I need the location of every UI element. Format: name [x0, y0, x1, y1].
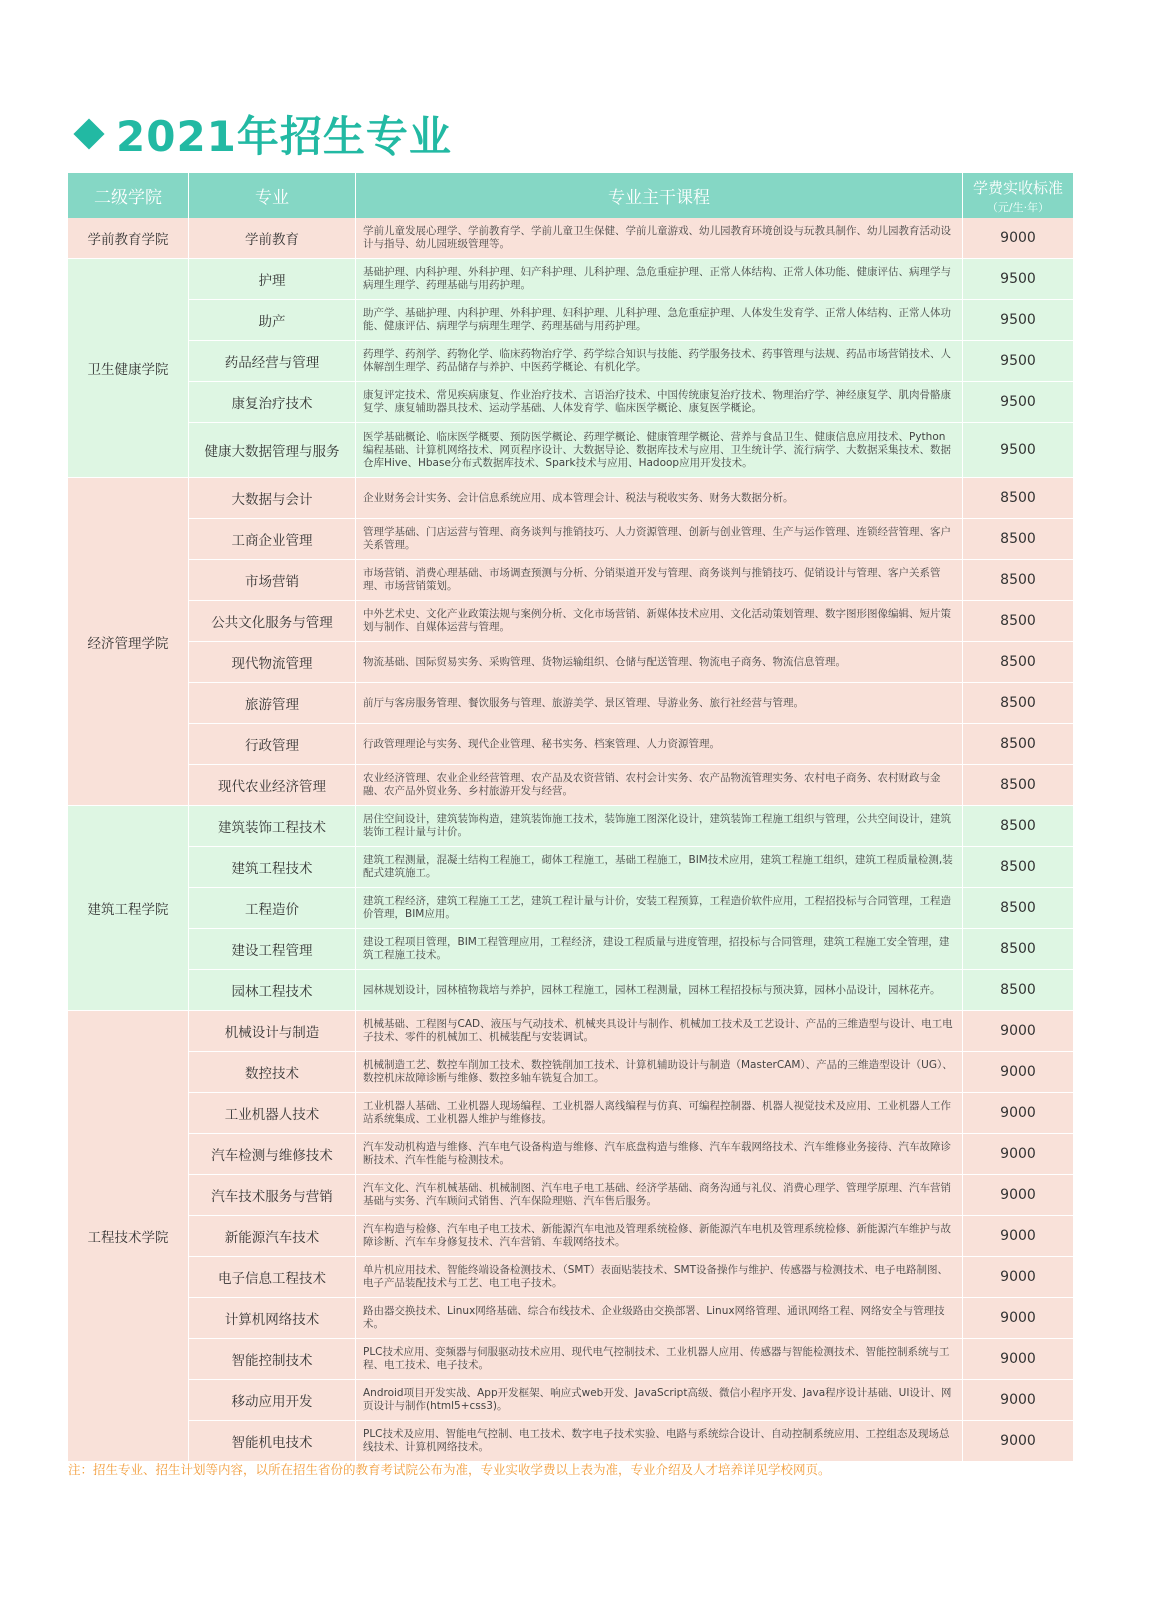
diamond-bullet-icon	[73, 118, 104, 149]
courses-cell: 机械制造工艺、数控车削加工技术、数控铣削加工技术、计算机辅助设计与制造（MasterCAM）、产品的三维造型设计（UG）、数控机床故障诊断与维修、数控多轴车铣复合加工。	[356, 1052, 963, 1093]
major-cell: 工商企业管理	[189, 519, 356, 560]
table-row	[68, 642, 1073, 683]
fee-cell: 9500	[963, 300, 1073, 341]
header-courses: 专业主干课程	[356, 173, 963, 218]
major-cell: 行政管理	[189, 724, 356, 765]
table-row	[68, 1175, 1073, 1216]
major-cell: 机械设计与制造	[189, 1011, 356, 1052]
fee-cell: 9500	[963, 382, 1073, 423]
courses-cell: 企业财务会计实务、会计信息系统应用、成本管理会计、税法与税收实务、财务大数据分析。	[356, 478, 963, 519]
fee-cell: 8500	[963, 478, 1073, 519]
major-cell: 现代农业经济管理	[189, 765, 356, 806]
courses-cell: 建筑工程经济，建筑工程施工工艺，建筑工程计量与计价，安装工程预算，工程造价软件应用，工程招投标与合同管理，工程造价管理，BIM应用。	[356, 888, 963, 929]
table-row	[68, 1052, 1073, 1093]
table-row	[68, 519, 1073, 560]
major-cell: 大数据与会计	[189, 478, 356, 519]
major-cell: 园林工程技术	[189, 970, 356, 1011]
fee-cell: 8500	[963, 601, 1073, 642]
major-cell: 建筑装饰工程技术	[189, 806, 356, 847]
courses-cell: 汽车构造与检修、汽车电子电工技术、新能源汽车电池及管理系统检修、新能源汽车电机及管理系统检修、新能源汽车维护与故障诊断、汽车车身修复技术、汽车营销、车载网络技术。	[356, 1216, 963, 1257]
table-row	[68, 888, 1073, 929]
college-cell: 卫生健康学院	[68, 259, 189, 478]
college-cell: 建筑工程学院	[68, 806, 189, 1011]
major-cell: 学前教育	[189, 218, 356, 259]
courses-cell: 农业经济管理、农业企业经营管理、农产品及农资营销、农村会计实务、农产品物流管理实务、农村电子商务、农村财政与金融、农产品外贸业务、乡村旅游开发与经营。	[356, 765, 963, 806]
table-row	[68, 1093, 1073, 1134]
fee-cell: 9000	[963, 1216, 1073, 1257]
fee-cell: 8500	[963, 683, 1073, 724]
header-fee-label: 学费实收标准	[972, 178, 1063, 197]
courses-cell: 汽车文化、汽车机械基础、机械制图、汽车电子电工基础、经济学基础、商务沟通与礼仪、消费心理学、管理学原理、汽车营销基础与实务、汽车顾问式销售、汽车保险理赔、汽车售后服务。	[356, 1175, 963, 1216]
table-row	[68, 1257, 1073, 1298]
fee-cell: 9000	[963, 218, 1073, 259]
fee-cell: 9000	[963, 1339, 1073, 1380]
footnote: 注：招生专业、招生计划等内容，以所在招生省份的教育考试院公布为准，专业实收学费以上表为准，专业介绍及人才培养详见学校网页。	[68, 1462, 831, 1477]
fee-cell: 8500	[963, 519, 1073, 560]
header-fee	[963, 173, 1073, 218]
major-cell: 汽车检测与维修技术	[189, 1134, 356, 1175]
major-cell: 建筑工程技术	[189, 847, 356, 888]
fee-cell: 8500	[963, 970, 1073, 1011]
courses-cell: 行政管理理论与实务、现代企业管理、秘书实务、档案管理、人力资源管理。	[356, 724, 963, 765]
courses-cell: PLC技术应用、变频器与伺服驱动技术应用、现代电气控制技术、工业机器人应用、传感器与智能检测技术、智能控制系统与工程、电工技术、电子技术。	[356, 1339, 963, 1380]
major-cell: 数控技术	[189, 1052, 356, 1093]
major-cell: 智能机电技术	[189, 1421, 356, 1462]
fee-cell: 8500	[963, 888, 1073, 929]
major-cell: 电子信息工程技术	[189, 1257, 356, 1298]
major-cell: 健康大数据管理与服务	[189, 423, 356, 478]
table-row	[68, 1134, 1073, 1175]
major-cell: 助产	[189, 300, 356, 341]
courses-cell: 中外艺术史、文化产业政策法规与案例分析、文化市场营销、新媒体技术应用、文化活动策划管理、数字图形图像编辑、短片策划与制作、自媒体运营与管理。	[356, 601, 963, 642]
courses-cell: 路由器交换技术、Linux网络基础、综合布线技术、企业级路由交换部署、Linux网络管理、通讯网络工程、网络安全与管理技术。	[356, 1298, 963, 1339]
fee-cell: 9000	[963, 1134, 1073, 1175]
fee-cell: 9000	[963, 1257, 1073, 1298]
major-cell: 工业机器人技术	[189, 1093, 356, 1134]
major-cell: 药品经营与管理	[189, 341, 356, 382]
major-cell: 建设工程管理	[189, 929, 356, 970]
college-cell: 工程技术学院	[68, 1011, 189, 1462]
table-row	[68, 423, 1073, 478]
table-row	[68, 970, 1073, 1011]
fee-cell: 8500	[963, 847, 1073, 888]
table-row	[68, 1421, 1073, 1462]
fee-cell: 9500	[963, 259, 1073, 300]
courses-cell: 建筑工程测量，混凝土结构工程施工，砌体工程施工，基础工程施工，BIM技术应用，建筑工程施工组织，建筑工程质量检测,装配式建筑施工。	[356, 847, 963, 888]
courses-cell: 单片机应用技术、智能终端设备检测技术、（SMT）表面贴装技术、SMT设备操作与维护、传感器与检测技术、电子电路制图、电子产品装配技术与工艺、电工电子技术。	[356, 1257, 963, 1298]
courses-cell: 工业机器人基础、工业机器人现场编程、工业机器人离线编程与仿真、可编程控制器、机器人视觉技术及应用、工业机器人工作站系统集成、工业机器人维护与维修技。	[356, 1093, 963, 1134]
page-title-text: 2021年招生专业	[116, 112, 452, 161]
fee-cell: 8500	[963, 560, 1073, 601]
table-row	[68, 1339, 1073, 1380]
table-row	[68, 1298, 1073, 1339]
table-row	[68, 1011, 1073, 1052]
courses-cell: 机械基础、工程图与CAD、液压与气动技术、机械夹具设计与制作、机械加工技术及工艺设计、产品的三维造型与设计、电工电子技术、零件的机械加工、机械装配与安装调试。	[356, 1011, 963, 1052]
table-row	[68, 1380, 1073, 1421]
fee-cell: 8500	[963, 929, 1073, 970]
fee-cell: 9500	[963, 423, 1073, 478]
table-row	[68, 683, 1073, 724]
college-cell: 学前教育学院	[68, 218, 189, 259]
courses-cell: 管理学基础、门店运营与管理、商务谈判与推销技巧、人力资源管理、创新与创业管理、生产与运作管理、连锁经营管理、客户关系管理。	[356, 519, 963, 560]
fee-cell: 9500	[963, 341, 1073, 382]
major-cell: 汽车技术服务与营销	[189, 1175, 356, 1216]
courses-cell: 居住空间设计，建筑装饰构造，建筑装饰施工技术，装饰施工图深化设计，建筑装饰工程施工组织与管理，公共空间设计，建筑装饰工程计量与计价。	[356, 806, 963, 847]
page-title	[72, 104, 452, 164]
table-body	[68, 218, 1073, 1462]
fee-cell: 8500	[963, 765, 1073, 806]
table-row	[68, 341, 1073, 382]
fee-cell: 9000	[963, 1093, 1073, 1134]
major-cell: 市场营销	[189, 560, 356, 601]
table-header-row	[68, 173, 1073, 218]
header-fee-unit: （元/生·年）	[986, 200, 1050, 214]
fee-cell: 9000	[963, 1052, 1073, 1093]
courses-cell: 学前儿童发展心理学、学前教育学、学前儿童卫生保健、学前儿童游戏、幼儿园教育环境创设与玩教具制作、幼儿园教育活动设计与指导、幼儿园班级管理等。	[356, 218, 963, 259]
table-row	[68, 1216, 1073, 1257]
fee-cell: 9000	[963, 1380, 1073, 1421]
major-cell: 护理	[189, 259, 356, 300]
courses-cell: PLC技术及应用、智能电气控制、电工技术、数字电子技术实验、电路与系统综合设计、自动控制系统应用、工控组态及现场总线技术、计算机网络技术。	[356, 1421, 963, 1462]
courses-cell: Android项目开发实战、App开发框架、响应式web开发、JavaScript高级、微信小程序开发、Java程序设计基础、UI设计、网页设计与制作(html5+css3)。	[356, 1380, 963, 1421]
major-cell: 移动应用开发	[189, 1380, 356, 1421]
courses-cell: 市场营销、消费心理基础、市场调查预测与分析、分销渠道开发与管理、商务谈判与推销技巧、促销设计与管理、客户关系管理、市场营销策划。	[356, 560, 963, 601]
courses-cell: 医学基础概论、临床医学概要、预防医学概论、药理学概论、健康管理学概论、营养与食品卫生、健康信息应用技术、Python编程基础、计算机网络技术、网页程序设计、大数据导论、数据库技术与应用、卫生统计学、流行病学、大数据采集技术、数据仓库Hive、Hbase分布式数据库技术、Spark技术与应用、Hadoop应用开发技术。	[356, 423, 963, 478]
table-row	[68, 847, 1073, 888]
courses-cell: 园林规划设计，园林植物栽培与养护，园林工程施工，园林工程测量，园林工程招投标与预决算，园林小品设计，园林花卉。	[356, 970, 963, 1011]
courses-cell: 助产学、基础护理、内科护理、外科护理、妇科护理、儿科护理、急危重症护理、人体发生发育学、正常人体结构、正常人体功能、健康评估、病理学与病理生理学、药理基础与用药护理。	[356, 300, 963, 341]
table-row	[68, 259, 1073, 300]
courses-cell: 物流基础、国际贸易实务、采购管理、货物运输组织、仓储与配送管理、物流电子商务、物流信息管理。	[356, 642, 963, 683]
courses-cell: 建设工程项目管理，BIM工程管理应用，工程经济，建设工程质量与进度管理，招投标与合同管理，建筑工程施工安全管理，建筑工程施工技术。	[356, 929, 963, 970]
major-cell: 智能控制技术	[189, 1339, 356, 1380]
major-cell: 旅游管理	[189, 683, 356, 724]
major-cell: 计算机网络技术	[189, 1298, 356, 1339]
fee-cell: 9000	[963, 1175, 1073, 1216]
fee-cell: 9000	[963, 1011, 1073, 1052]
header-major: 专业	[189, 173, 356, 218]
table-row	[68, 601, 1073, 642]
major-cell: 康复治疗技术	[189, 382, 356, 423]
fee-cell: 8500	[963, 806, 1073, 847]
table-row	[68, 382, 1073, 423]
courses-cell: 前厅与客房服务管理、餐饮服务与管理、旅游美学、景区管理、导游业务、旅行社经营与管理。	[356, 683, 963, 724]
courses-cell: 基础护理、内科护理、外科护理、妇产科护理、儿科护理、急危重症护理、正常人体结构、正常人体功能、健康评估、病理学与病理生理学、药理基础与用药护理。	[356, 259, 963, 300]
table-row	[68, 560, 1073, 601]
major-cell: 新能源汽车技术	[189, 1216, 356, 1257]
courses-cell: 康复评定技术、常见疾病康复、作业治疗技术、言语治疗技术、中国传统康复治疗技术、物理治疗学、神经康复学、肌肉骨骼康复学、康复辅助器具技术、运动学基础、人体发育学、临床医学概论、康复医学概论。	[356, 382, 963, 423]
major-cell: 公共文化服务与管理	[189, 601, 356, 642]
major-cell: 现代物流管理	[189, 642, 356, 683]
fee-cell: 8500	[963, 724, 1073, 765]
fee-cell: 8500	[963, 642, 1073, 683]
college-cell: 经济管理学院	[68, 478, 189, 806]
table-row	[68, 300, 1073, 341]
courses-cell: 药理学、药剂学、药物化学、临床药物治疗学、药学综合知识与技能、药学服务技术、药事管理与法规、药品市场营销技术、人体解剖生理学、药品储存与养护、中医药学概论、有机化学。	[356, 341, 963, 382]
table-row	[68, 929, 1073, 970]
header-college: 二级学院	[68, 173, 189, 218]
table-row	[68, 765, 1073, 806]
fee-cell: 9000	[963, 1298, 1073, 1339]
table-row	[68, 478, 1073, 519]
courses-cell: 汽车发动机构造与维修、汽车电气设备构造与维修、汽车底盘构造与维修、汽车车载网络技术、汽车维修业务接待、汽车故障诊断技术、汽车性能与检测技术。	[356, 1134, 963, 1175]
table-row	[68, 806, 1073, 847]
table-row	[68, 218, 1073, 259]
major-cell: 工程造价	[189, 888, 356, 929]
fee-cell: 9000	[963, 1421, 1073, 1462]
table-row	[68, 724, 1073, 765]
majors-table	[68, 173, 1073, 1462]
